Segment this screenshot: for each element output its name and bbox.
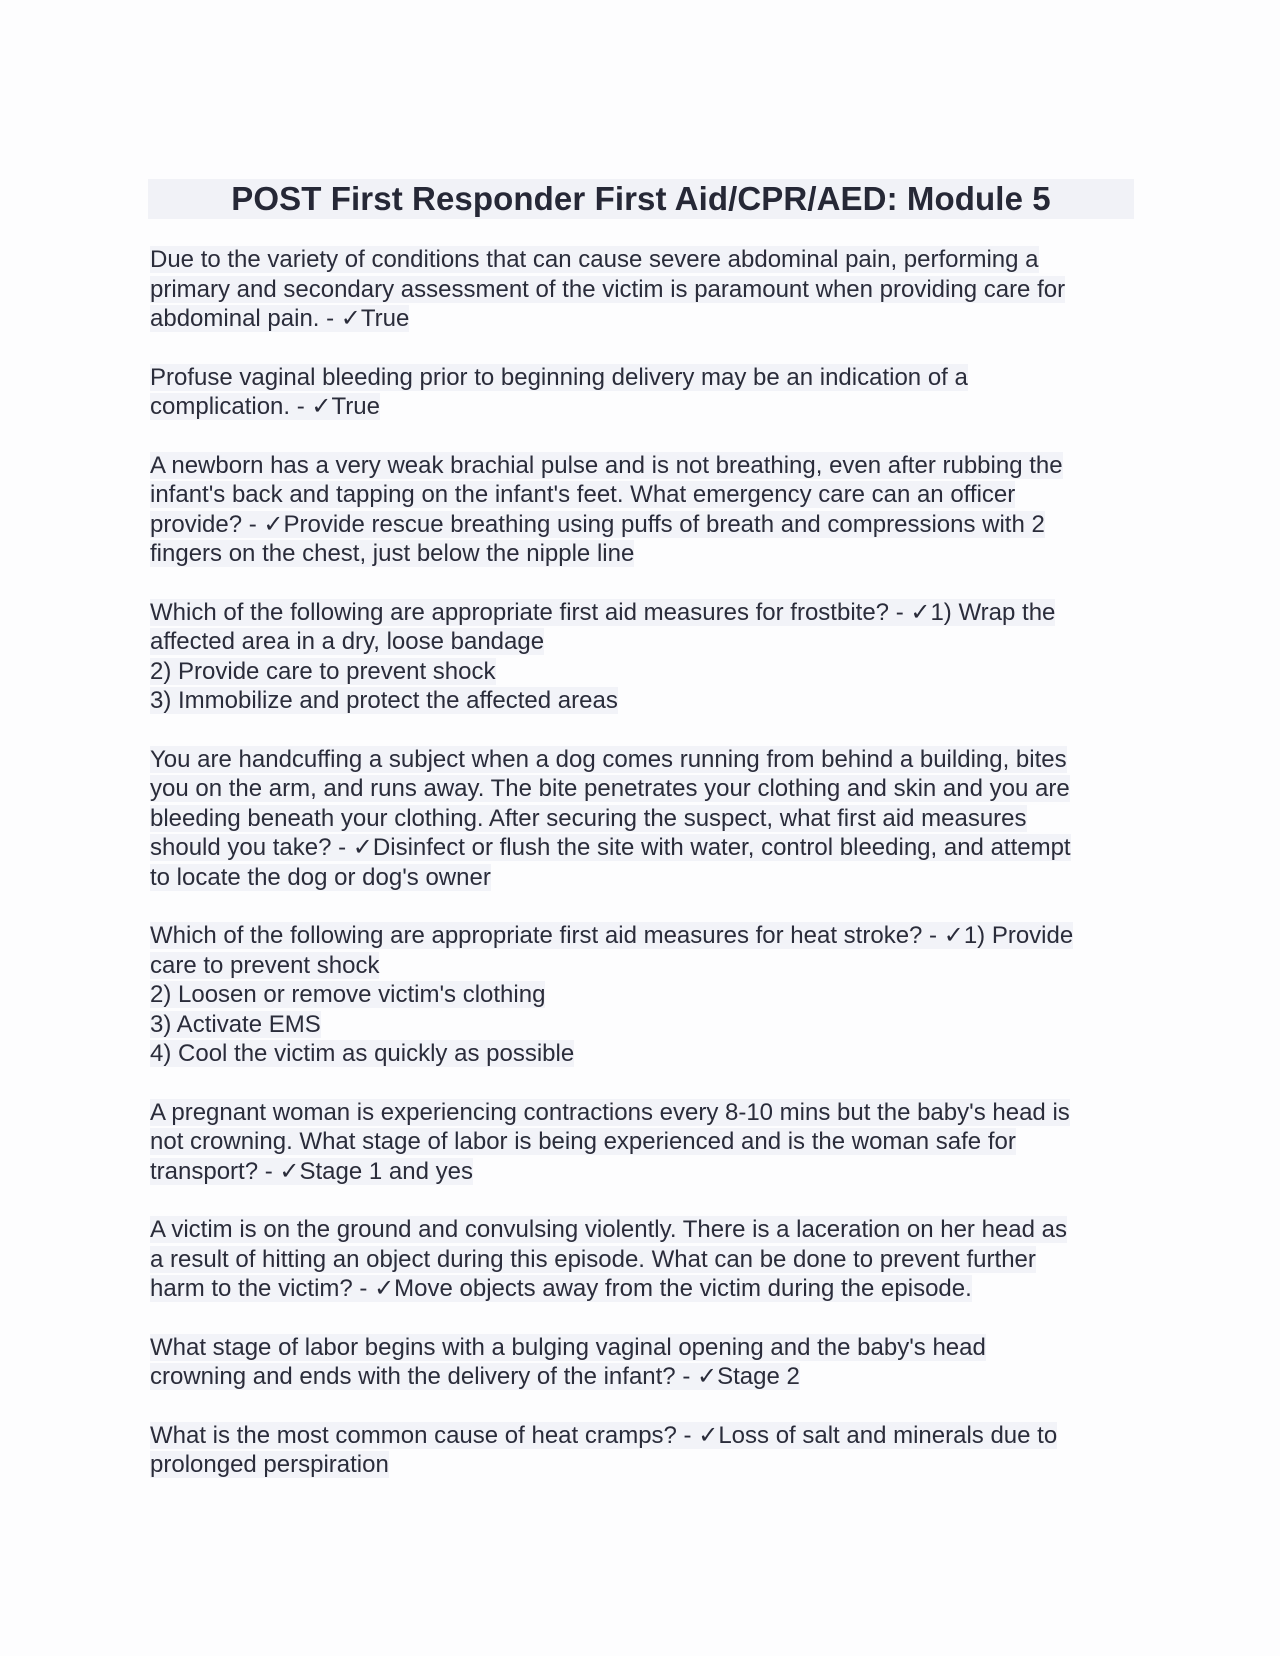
qa-line [150, 1127, 1140, 1157]
qa-line-text: you on the arm, and runs away. The bite penetrates your clothing and skin and you are [150, 775, 1070, 802]
qa-line-text: Which of the following are appropriate first aid measures for frostbite? - ✓1) Wrap the [150, 598, 1056, 626]
qa-line [150, 392, 1140, 422]
qa-line [150, 1450, 1140, 1480]
qa-line-text: 2) Loosen or remove victim's clothing [150, 981, 546, 1008]
qa-line-text: affected area in a dry, loose bandage [150, 628, 545, 655]
qa-line [150, 1245, 1140, 1275]
qa-line [150, 480, 1140, 510]
qa-line [150, 774, 1140, 804]
qa-line-text: Profuse vaginal bleeding prior to beginning delivery may be an indication of a [150, 363, 968, 391]
qa-line-text: 4) Cool the victim as quickly as possible [150, 1040, 575, 1067]
qa-item [150, 1215, 1140, 1304]
qa-line-text: bleeding beneath your clothing. After securing the suspect, what first aid measures [150, 804, 1027, 832]
qa-line [150, 804, 1140, 834]
qa-line [150, 627, 1140, 657]
qa-line [150, 245, 1140, 275]
qa-line-text: A newborn has a very weak brachial pulse and is not breathing, even after rubbing the [150, 451, 1063, 479]
qa-line-text: What stage of labor begins with a bulging vaginal opening and the baby's head [150, 1333, 986, 1361]
qa-line-text: prolonged perspiration [150, 1451, 389, 1478]
qa-line [150, 980, 1140, 1010]
qa-line-text: A victim is on the ground and convulsing violently. There is a laceration on her head as [150, 1216, 1067, 1243]
qa-line [150, 451, 1140, 481]
qa-line [150, 1010, 1140, 1040]
qa-line [150, 921, 1140, 951]
qa-line [150, 304, 1140, 334]
qa-item [150, 745, 1140, 893]
qa-item [150, 1098, 1140, 1187]
qa-line-text: harm to the victim? - ✓Move objects away from the victim during the episode. [150, 1275, 972, 1302]
qa-line-text: abdominal pain. - ✓True [150, 305, 410, 332]
qa-line [150, 951, 1140, 981]
qa-item [150, 245, 1140, 334]
qa-line-text: provide? - ✓Provide rescue breathing using puffs of breath and compressions with 2 [150, 510, 1045, 538]
qa-line-text: not crowning. What stage of labor is being experienced and is the woman safe for [150, 1128, 1016, 1155]
qa-line [150, 1157, 1140, 1187]
qa-line-text: 3) Activate EMS [150, 1010, 321, 1038]
qa-line-text: to locate the dog or dog's owner [150, 863, 491, 891]
qa-item [150, 921, 1140, 1069]
qa-line-text: 2) Provide care to prevent shock [150, 657, 496, 685]
qa-line [150, 1362, 1140, 1392]
qa-item [150, 363, 1140, 422]
qa-line-text: Which of the following are appropriate first aid measures for heat stroke? - ✓1) Provide [150, 922, 1074, 949]
qa-line [150, 1333, 1140, 1363]
qa-line-text: A pregnant woman is experiencing contractions every 8-10 mins but the baby's head is [150, 1098, 1070, 1126]
qa-line [150, 657, 1140, 687]
qa-line-text: should you take? - ✓Disinfect or flush the site with water, control bleeding, and attempt [150, 834, 1071, 861]
qa-line-text: crowning and ends with the delivery of the infant? - ✓Stage 2 [150, 1363, 800, 1390]
qa-line-text: What is the most common cause of heat cramps? - ✓Loss of salt and minerals due to [150, 1421, 1058, 1449]
qa-line-text: a result of hitting an object during this episode. What can be done to prevent further [150, 1245, 1036, 1273]
qa-item [150, 598, 1140, 716]
qa-line [150, 539, 1140, 569]
qa-item [150, 1421, 1140, 1480]
qa-line [150, 275, 1140, 305]
qa-line [150, 363, 1140, 393]
document-title: POST First Responder First Aid/CPR/AED: Module 5 [231, 180, 1051, 217]
qa-line [150, 686, 1140, 716]
qa-line [150, 1098, 1140, 1128]
qa-item [150, 451, 1140, 569]
qa-line [150, 1215, 1140, 1245]
qa-line [150, 1274, 1140, 1304]
qa-line-text: You are handcuffing a subject when a dog comes running from behind a building, bites [150, 745, 1067, 773]
qa-line-text: infant's back and tapping on the infant's feet. What emergency care can an officer [150, 481, 1016, 508]
qa-line-text: transport? - ✓Stage 1 and yes [150, 1157, 473, 1185]
qa-line-text: 3) Immobilize and protect the affected areas [150, 687, 618, 714]
title-banner [148, 179, 1134, 219]
qa-line [150, 510, 1140, 540]
qa-item [150, 1333, 1140, 1392]
qa-line [150, 833, 1140, 863]
qa-line-text: care to prevent shock [150, 951, 380, 979]
qa-line-text: primary and secondary assessment of the victim is paramount when providing care for [150, 275, 1066, 303]
qa-line-text: complication. - ✓True [150, 393, 380, 420]
qa-line-text: Due to the variety of conditions that can cause severe abdominal pain, performing a [150, 246, 1039, 273]
qa-list [150, 245, 1140, 1509]
qa-line-text: fingers on the chest, just below the nipple line [150, 540, 635, 567]
qa-line [150, 1421, 1140, 1451]
qa-line [150, 745, 1140, 775]
qa-line [150, 598, 1140, 628]
qa-line [150, 863, 1140, 893]
qa-line [150, 1039, 1140, 1069]
